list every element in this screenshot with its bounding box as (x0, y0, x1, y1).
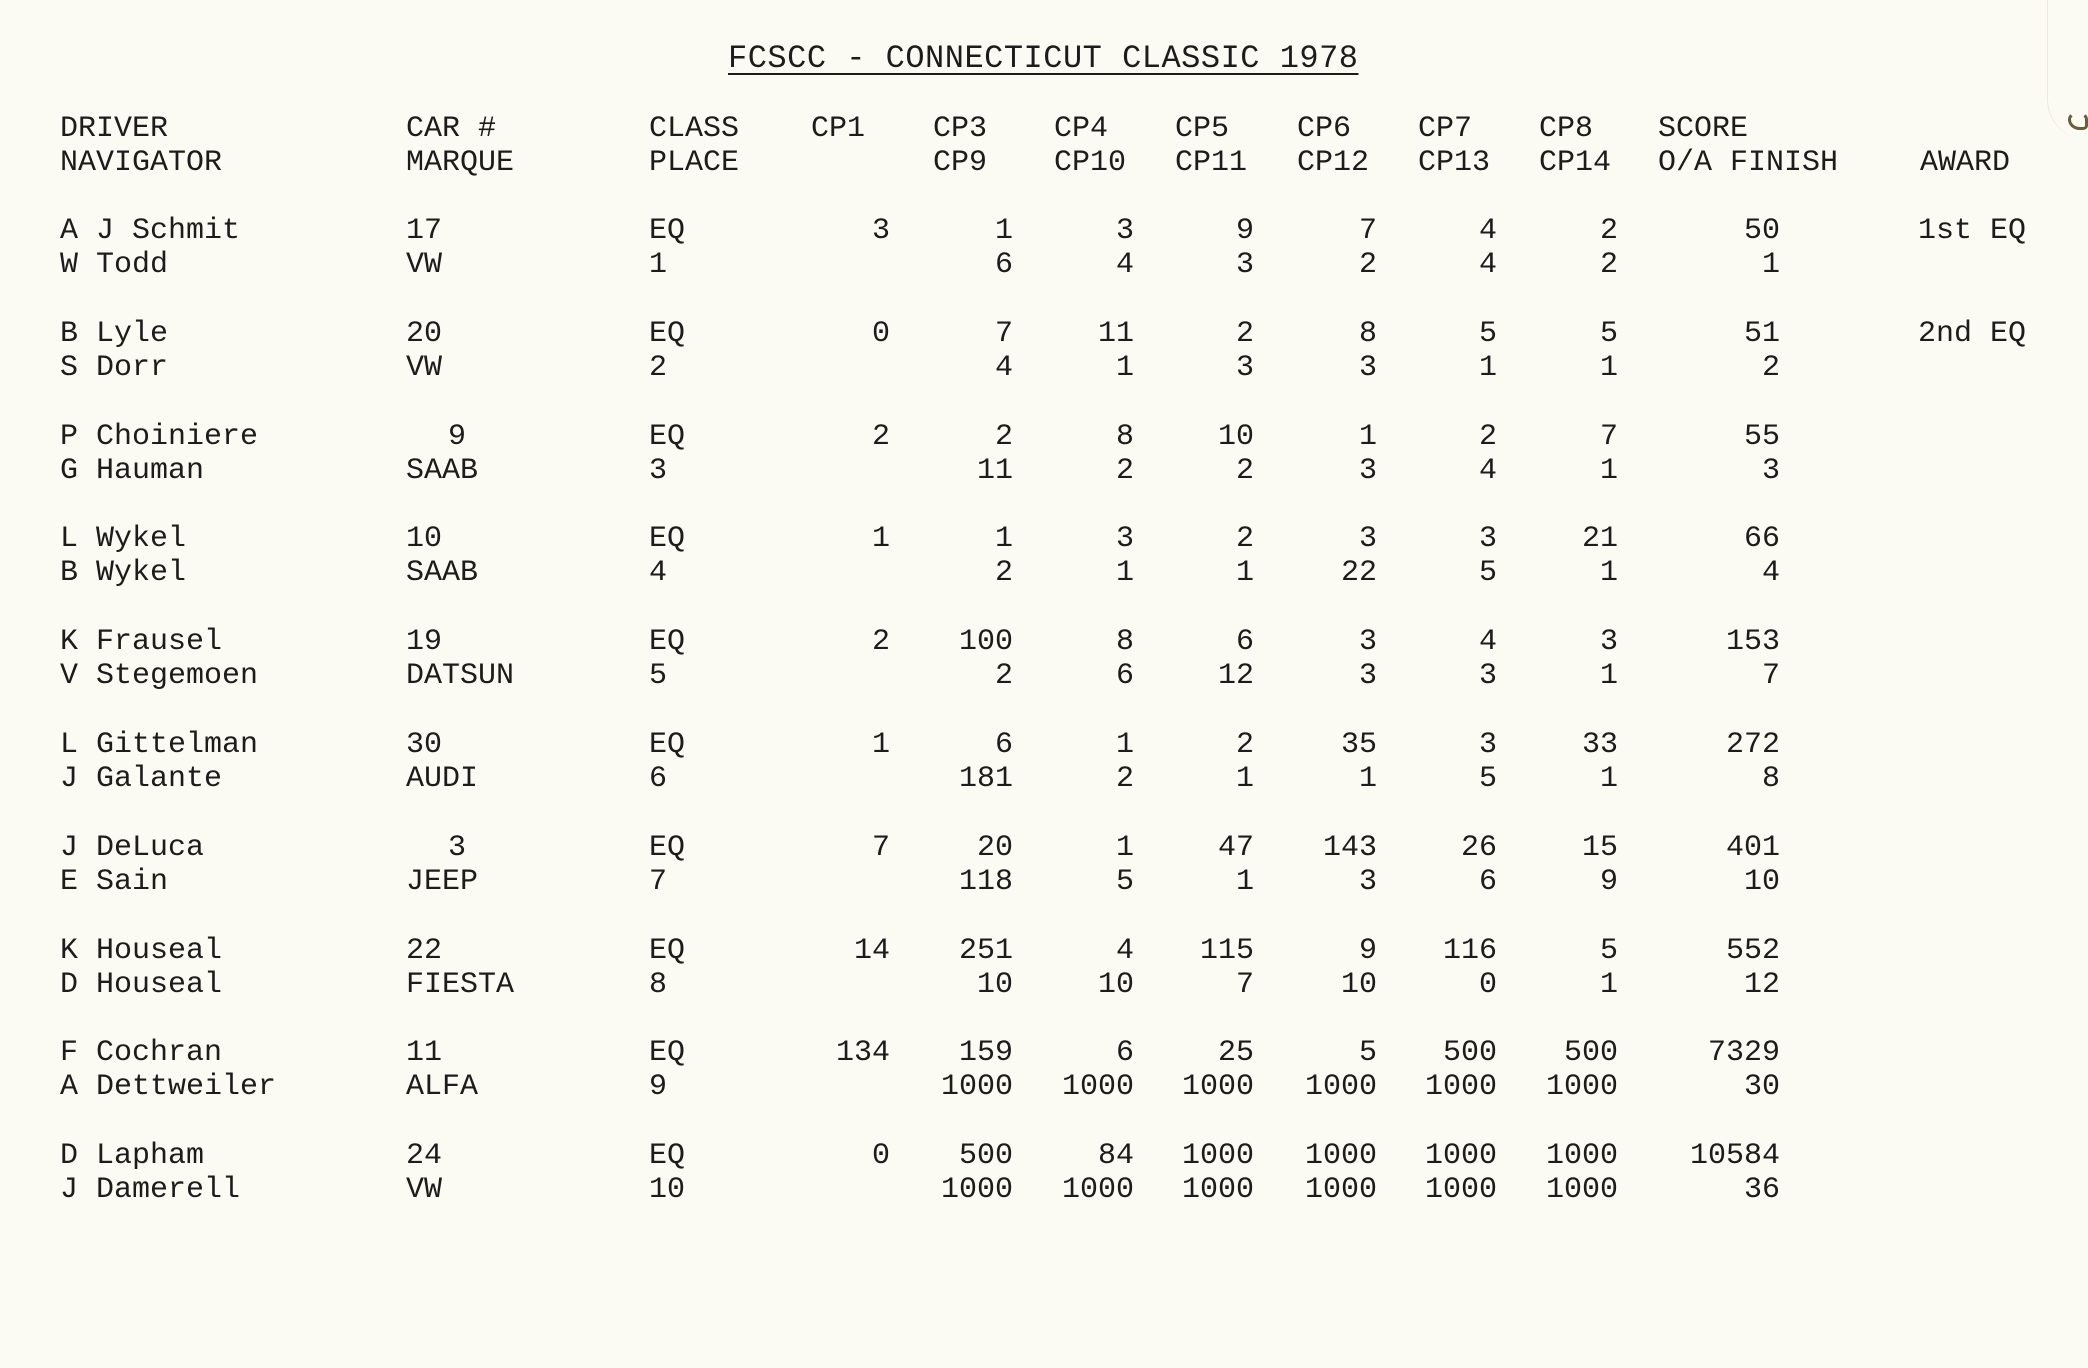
driver-name: F Cochran (60, 1036, 223, 1070)
cp7-score: 5 (1478, 317, 1497, 351)
header-cp12: CP12 (1297, 146, 1370, 180)
cp11-score: 12 (1217, 659, 1254, 693)
cp5-score: 1000 (1181, 1139, 1254, 1173)
cp8-score: 5 (1599, 317, 1618, 351)
navigator-name: E Sain (60, 865, 169, 899)
class: EQ (649, 1139, 686, 1173)
cp1-score: 7 (871, 831, 890, 865)
cp5-score: 25 (1217, 1036, 1254, 1070)
cp9-score: 2 (994, 556, 1013, 590)
navigator-name: B Wykel (60, 556, 187, 590)
cp3-score: 500 (958, 1139, 1013, 1173)
cp11-score: 3 (1235, 351, 1254, 385)
header-cp11: CP11 (1175, 146, 1248, 180)
staple-mark-icon (2068, 112, 2088, 130)
driver-name: K Frausel (60, 625, 223, 659)
navigator-name: J Galante (60, 762, 223, 796)
navigator-name: V Stegemoen (60, 659, 259, 693)
overall-finish: 12 (1743, 968, 1780, 1002)
driver-name: J DeLuca (60, 831, 205, 865)
class-place: 1 (649, 248, 668, 282)
cp11-score: 7 (1235, 968, 1254, 1002)
cp6-score: 35 (1340, 728, 1377, 762)
class: EQ (649, 1036, 686, 1070)
cp12-score: 22 (1340, 556, 1377, 590)
cp3-score: 20 (976, 831, 1013, 865)
cp9-score: 6 (994, 248, 1013, 282)
cp11-score: 1 (1235, 762, 1254, 796)
cp11-score: 3 (1235, 248, 1254, 282)
car-number: 20 (406, 317, 443, 351)
cp8-score: 21 (1581, 522, 1618, 556)
total-score: 50 (1743, 214, 1780, 248)
cp8-score: 2 (1599, 214, 1618, 248)
class-place: 8 (649, 968, 668, 1002)
class-place: 5 (649, 659, 668, 693)
cp4-score: 11 (1097, 317, 1134, 351)
total-score: 552 (1725, 934, 1780, 968)
header-cp6: CP6 (1297, 112, 1352, 146)
award: 1st EQ (1918, 214, 2027, 248)
class: EQ (649, 831, 686, 865)
overall-finish: 36 (1743, 1173, 1780, 1207)
cp5-score: 9 (1235, 214, 1254, 248)
cp14-score: 2 (1599, 248, 1618, 282)
total-score: 272 (1725, 728, 1780, 762)
cp10-score: 5 (1115, 865, 1134, 899)
cp13-score: 1 (1478, 351, 1497, 385)
overall-finish: 10 (1743, 865, 1780, 899)
page-title: FCSCC - CONNECTICUT CLASSIC 1978 (728, 40, 1359, 77)
cp11-score: 1 (1235, 865, 1254, 899)
marque: SAAB (406, 454, 479, 488)
driver-name: B Lyle (60, 317, 169, 351)
cp3-score: 159 (958, 1036, 1013, 1070)
cp10-score: 1 (1115, 351, 1134, 385)
cp9-score: 4 (994, 351, 1013, 385)
cp1-score: 0 (871, 1139, 890, 1173)
car-number: 22 (406, 934, 443, 968)
class-place: 2 (649, 351, 668, 385)
cp14-score: 1000 (1545, 1070, 1618, 1104)
cp14-score: 9 (1599, 865, 1618, 899)
cp12-score: 2 (1358, 248, 1377, 282)
cp3-score: 1 (994, 214, 1013, 248)
header-cp8: CP8 (1539, 112, 1594, 146)
cp11-score: 1000 (1181, 1070, 1254, 1104)
cp1-score: 1 (871, 728, 890, 762)
cp3-score: 251 (958, 934, 1013, 968)
total-score: 55 (1743, 420, 1780, 454)
cp14-score: 1 (1599, 351, 1618, 385)
cp3-score: 100 (958, 625, 1013, 659)
class-place: 9 (649, 1070, 668, 1104)
class-place: 10 (649, 1173, 686, 1207)
cp7-score: 116 (1442, 934, 1497, 968)
cp1-score: 3 (871, 214, 890, 248)
cp12-score: 1 (1358, 762, 1377, 796)
cp6-score: 9 (1358, 934, 1377, 968)
navigator-name: W Todd (60, 248, 169, 282)
overall-finish: 30 (1743, 1070, 1780, 1104)
cp3-score: 1 (994, 522, 1013, 556)
cp12-score: 3 (1358, 454, 1377, 488)
cp7-score: 3 (1478, 728, 1497, 762)
award: 2nd EQ (1918, 317, 2027, 351)
cp6-score: 7 (1358, 214, 1377, 248)
cp14-score: 1000 (1545, 1173, 1618, 1207)
cp8-score: 500 (1563, 1036, 1618, 1070)
car-number: 30 (406, 728, 443, 762)
cp12-score: 10 (1340, 968, 1377, 1002)
cp10-score: 10 (1097, 968, 1134, 1002)
cp4-score: 8 (1115, 420, 1134, 454)
cp4-score: 1 (1115, 831, 1134, 865)
header-cp7: CP7 (1418, 112, 1473, 146)
overall-finish: 2 (1761, 351, 1780, 385)
driver-name: L Wykel (60, 522, 187, 556)
cp7-score: 4 (1478, 214, 1497, 248)
marque: JEEP (406, 865, 479, 899)
driver-name: P Choiniere (60, 420, 259, 454)
header-car-no: CAR # (406, 112, 497, 146)
cp10-score: 4 (1115, 248, 1134, 282)
cp12-score: 1000 (1304, 1070, 1377, 1104)
header-oa-finish: O/A FINISH (1658, 146, 1839, 180)
total-score: 66 (1743, 522, 1780, 556)
cp13-score: 6 (1478, 865, 1497, 899)
header-cp3: CP3 (933, 112, 988, 146)
marque: AUDI (406, 762, 479, 796)
cp7-score: 2 (1478, 420, 1497, 454)
cp14-score: 1 (1599, 968, 1618, 1002)
cp9-score: 118 (958, 865, 1013, 899)
cp14-score: 1 (1599, 659, 1618, 693)
header-cp5: CP5 (1175, 112, 1230, 146)
cp8-score: 15 (1581, 831, 1618, 865)
class-place: 6 (649, 762, 668, 796)
header-award: AWARD (1920, 146, 2011, 180)
cp5-score: 47 (1217, 831, 1254, 865)
navigator-name: S Dorr (60, 351, 169, 385)
overall-finish: 1 (1761, 248, 1780, 282)
cp1-score: 134 (835, 1036, 890, 1070)
cp8-score: 3 (1599, 625, 1618, 659)
cp4-score: 4 (1115, 934, 1134, 968)
header-place: PLACE (649, 146, 740, 180)
cp5-score: 10 (1217, 420, 1254, 454)
header-navigator: NAVIGATOR (60, 146, 223, 180)
cp9-score: 11 (976, 454, 1013, 488)
cp1-score: 2 (871, 420, 890, 454)
class: EQ (649, 934, 686, 968)
cp7-score: 26 (1460, 831, 1497, 865)
cp5-score: 6 (1235, 625, 1254, 659)
header-cp9: CP9 (933, 146, 988, 180)
cp6-score: 3 (1358, 625, 1377, 659)
cp8-score: 7 (1599, 420, 1618, 454)
marque: DATSUN (406, 659, 515, 693)
header-class: CLASS (649, 112, 740, 146)
cp6-score: 1 (1358, 420, 1377, 454)
car-number: 24 (406, 1139, 443, 1173)
cp7-score: 3 (1478, 522, 1497, 556)
marque: SAAB (406, 556, 479, 590)
class-place: 4 (649, 556, 668, 590)
header-driver: DRIVER (60, 112, 169, 146)
cp12-score: 3 (1358, 865, 1377, 899)
cp13-score: 5 (1478, 762, 1497, 796)
cp8-score: 33 (1581, 728, 1618, 762)
cp5-score: 2 (1235, 522, 1254, 556)
class: EQ (649, 728, 686, 762)
class-place: 7 (649, 865, 668, 899)
cp11-score: 1 (1235, 556, 1254, 590)
cp13-score: 4 (1478, 248, 1497, 282)
cp9-score: 2 (994, 659, 1013, 693)
total-score: 10584 (1689, 1139, 1780, 1173)
header-cp13: CP13 (1418, 146, 1491, 180)
cp14-score: 1 (1599, 454, 1618, 488)
cp5-score: 115 (1199, 934, 1254, 968)
driver-name: K Houseal (60, 934, 223, 968)
header-score: SCORE (1658, 112, 1749, 146)
car-number: 17 (406, 214, 443, 248)
cp7-score: 500 (1442, 1036, 1497, 1070)
cp1-score: 14 (853, 934, 890, 968)
cp8-score: 1000 (1545, 1139, 1618, 1173)
cp12-score: 1000 (1304, 1173, 1377, 1207)
cp1-score: 0 (871, 317, 890, 351)
class: EQ (649, 625, 686, 659)
driver-name: L Gittelman (60, 728, 259, 762)
overall-finish: 4 (1761, 556, 1780, 590)
cp9-score: 181 (958, 762, 1013, 796)
class: EQ (649, 317, 686, 351)
cp4-score: 1 (1115, 728, 1134, 762)
driver-name: D Lapham (60, 1139, 205, 1173)
total-score: 401 (1725, 831, 1780, 865)
total-score: 7329 (1707, 1036, 1780, 1070)
cp1-score: 1 (871, 522, 890, 556)
cp14-score: 1 (1599, 556, 1618, 590)
class: EQ (649, 522, 686, 556)
cp10-score: 1000 (1061, 1173, 1134, 1207)
total-score: 153 (1725, 625, 1780, 659)
class: EQ (649, 214, 686, 248)
header-marque: MARQUE (406, 146, 515, 180)
cp3-score: 2 (994, 420, 1013, 454)
header-cp14: CP14 (1539, 146, 1612, 180)
cp7-score: 1000 (1424, 1139, 1497, 1173)
cp3-score: 6 (994, 728, 1013, 762)
cp11-score: 2 (1235, 454, 1254, 488)
cp13-score: 3 (1478, 659, 1497, 693)
class-place: 3 (649, 454, 668, 488)
cp13-score: 5 (1478, 556, 1497, 590)
navigator-name: J Damerell (60, 1173, 241, 1207)
cp3-score: 7 (994, 317, 1013, 351)
cp10-score: 1000 (1061, 1070, 1134, 1104)
header-cp1: CP1 (811, 112, 866, 146)
cp11-score: 1000 (1181, 1173, 1254, 1207)
cp6-score: 3 (1358, 522, 1377, 556)
cp5-score: 2 (1235, 317, 1254, 351)
cp4-score: 8 (1115, 625, 1134, 659)
cp1-score: 2 (871, 625, 890, 659)
cp14-score: 1 (1599, 762, 1618, 796)
cp4-score: 6 (1115, 1036, 1134, 1070)
navigator-name: D Houseal (60, 968, 223, 1002)
cp13-score: 0 (1478, 968, 1497, 1002)
cp10-score: 2 (1115, 762, 1134, 796)
car-number: 3 (447, 831, 466, 865)
cp9-score: 1000 (940, 1173, 1013, 1207)
car-number: 19 (406, 625, 443, 659)
marque: FIESTA (406, 968, 515, 1002)
cp4-score: 3 (1115, 522, 1134, 556)
overall-finish: 8 (1761, 762, 1780, 796)
overall-finish: 7 (1761, 659, 1780, 693)
cp4-score: 84 (1097, 1139, 1134, 1173)
header-cp4: CP4 (1054, 112, 1109, 146)
cp4-score: 3 (1115, 214, 1134, 248)
marque: VW (406, 1173, 443, 1207)
cp13-score: 1000 (1424, 1070, 1497, 1104)
class: EQ (649, 420, 686, 454)
cp10-score: 6 (1115, 659, 1134, 693)
cp9-score: 10 (976, 968, 1013, 1002)
marque: VW (406, 248, 443, 282)
cp9-score: 1000 (940, 1070, 1013, 1104)
cp10-score: 2 (1115, 454, 1134, 488)
header-cp10: CP10 (1054, 146, 1127, 180)
marque: ALFA (406, 1070, 479, 1104)
marque: VW (406, 351, 443, 385)
cp5-score: 2 (1235, 728, 1254, 762)
car-number: 10 (406, 522, 443, 556)
cp6-score: 1000 (1304, 1139, 1377, 1173)
navigator-name: A Dettweiler (60, 1070, 277, 1104)
cp6-score: 143 (1322, 831, 1377, 865)
cp10-score: 1 (1115, 556, 1134, 590)
total-score: 51 (1743, 317, 1780, 351)
cp12-score: 3 (1358, 351, 1377, 385)
cp13-score: 1000 (1424, 1173, 1497, 1207)
cp12-score: 3 (1358, 659, 1377, 693)
cp7-score: 4 (1478, 625, 1497, 659)
cp6-score: 8 (1358, 317, 1377, 351)
driver-name: A J Schmit (60, 214, 241, 248)
car-number: 9 (447, 420, 466, 454)
cp13-score: 4 (1478, 454, 1497, 488)
cp8-score: 5 (1599, 934, 1618, 968)
overall-finish: 3 (1761, 454, 1780, 488)
navigator-name: G Hauman (60, 454, 205, 488)
cp6-score: 5 (1358, 1036, 1377, 1070)
car-number: 11 (406, 1036, 443, 1070)
